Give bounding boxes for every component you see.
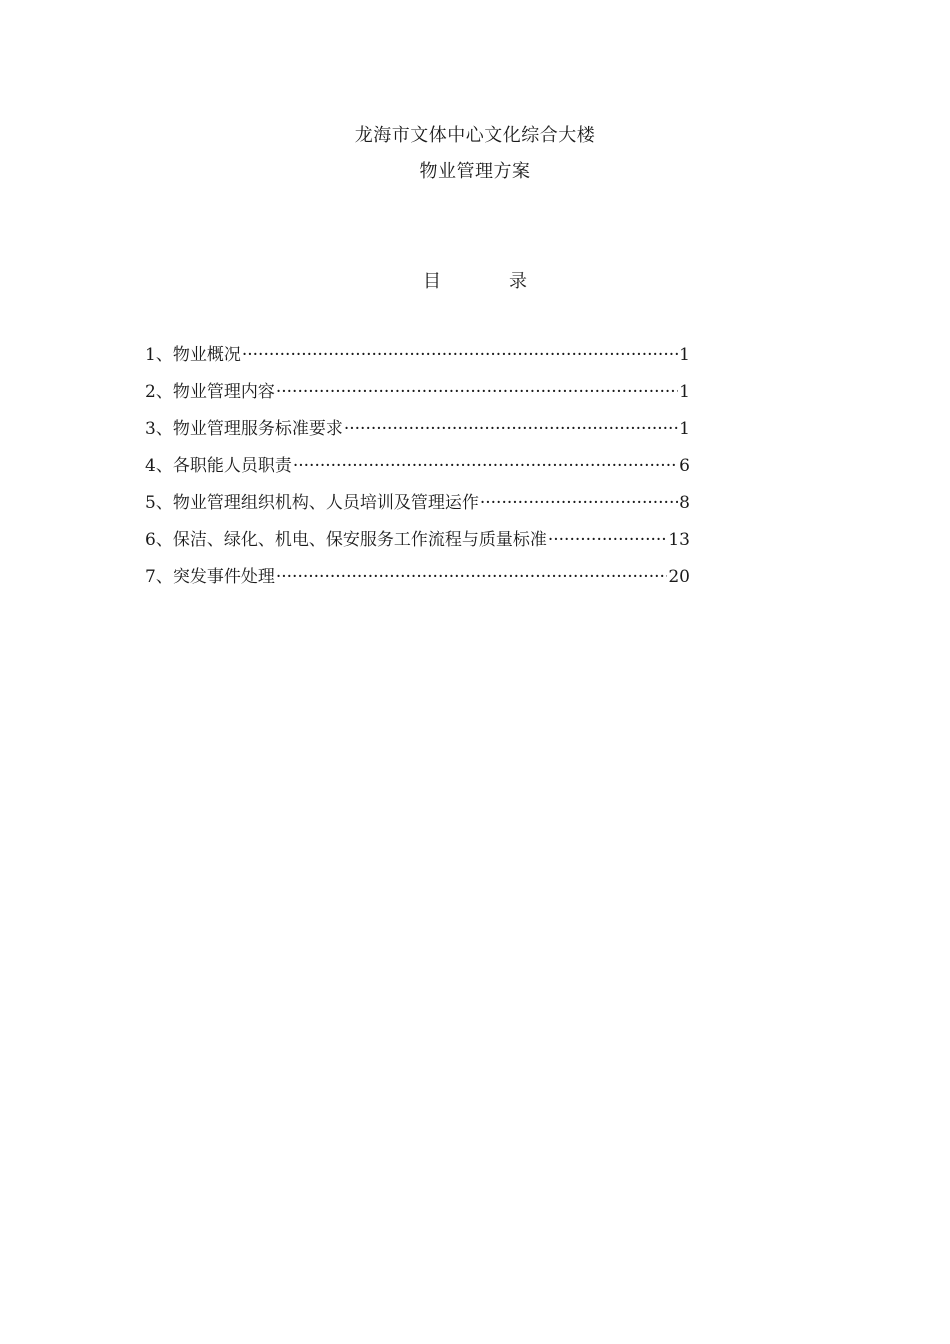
toc-entry-label: 7、突发事件处理 — [145, 567, 275, 587]
toc-entry-label: 6、保洁、绿化、机电、保安服务工作流程与质量标准 — [145, 530, 547, 550]
toc-entry[interactable] — [145, 380, 690, 417]
toc-entry-page: 1 — [679, 419, 690, 439]
toc-entry-page: 1 — [679, 382, 690, 402]
toc-heading-right: 录 — [509, 271, 527, 292]
toc-entry[interactable] — [145, 417, 690, 454]
toc-heading-left: 目 — [423, 271, 441, 292]
document-subtitle: 物业管理方案 — [419, 161, 531, 182]
toc-heading — [0, 270, 950, 294]
toc-entry-page: 8 — [679, 493, 690, 513]
toc-entry-label: 2、物业管理内容 — [145, 382, 275, 402]
toc-dot-leader — [344, 417, 678, 441]
toc-entry[interactable] — [145, 565, 690, 602]
toc-entry-page: 13 — [668, 530, 690, 550]
toc-entry[interactable] — [145, 343, 690, 380]
document-title: 龙海市文体中心文化综合大楼 — [354, 125, 596, 146]
toc-entry-page: 6 — [679, 456, 690, 476]
toc-entry[interactable] — [145, 491, 690, 528]
toc-entry-label: 5、物业管理组织机构、人员培训及管理运作 — [145, 493, 479, 513]
toc-entry-page: 1 — [679, 345, 690, 365]
toc-list — [145, 343, 690, 602]
toc-dot-leader — [276, 565, 668, 589]
toc-dot-leader — [480, 491, 678, 515]
toc-dot-leader — [548, 528, 668, 552]
toc-entry-label: 3、物业管理服务标准要求 — [145, 419, 343, 439]
toc-entry-label: 4、各职能人员职责 — [145, 456, 292, 476]
toc-entry-label: 1、物业概况 — [145, 345, 241, 365]
toc-dot-leader — [276, 380, 678, 404]
toc-dot-leader — [242, 343, 678, 367]
toc-entry[interactable] — [145, 528, 690, 565]
toc-entry[interactable] — [145, 454, 690, 491]
toc-entry-page: 20 — [668, 567, 690, 587]
toc-dot-leader — [293, 454, 678, 478]
